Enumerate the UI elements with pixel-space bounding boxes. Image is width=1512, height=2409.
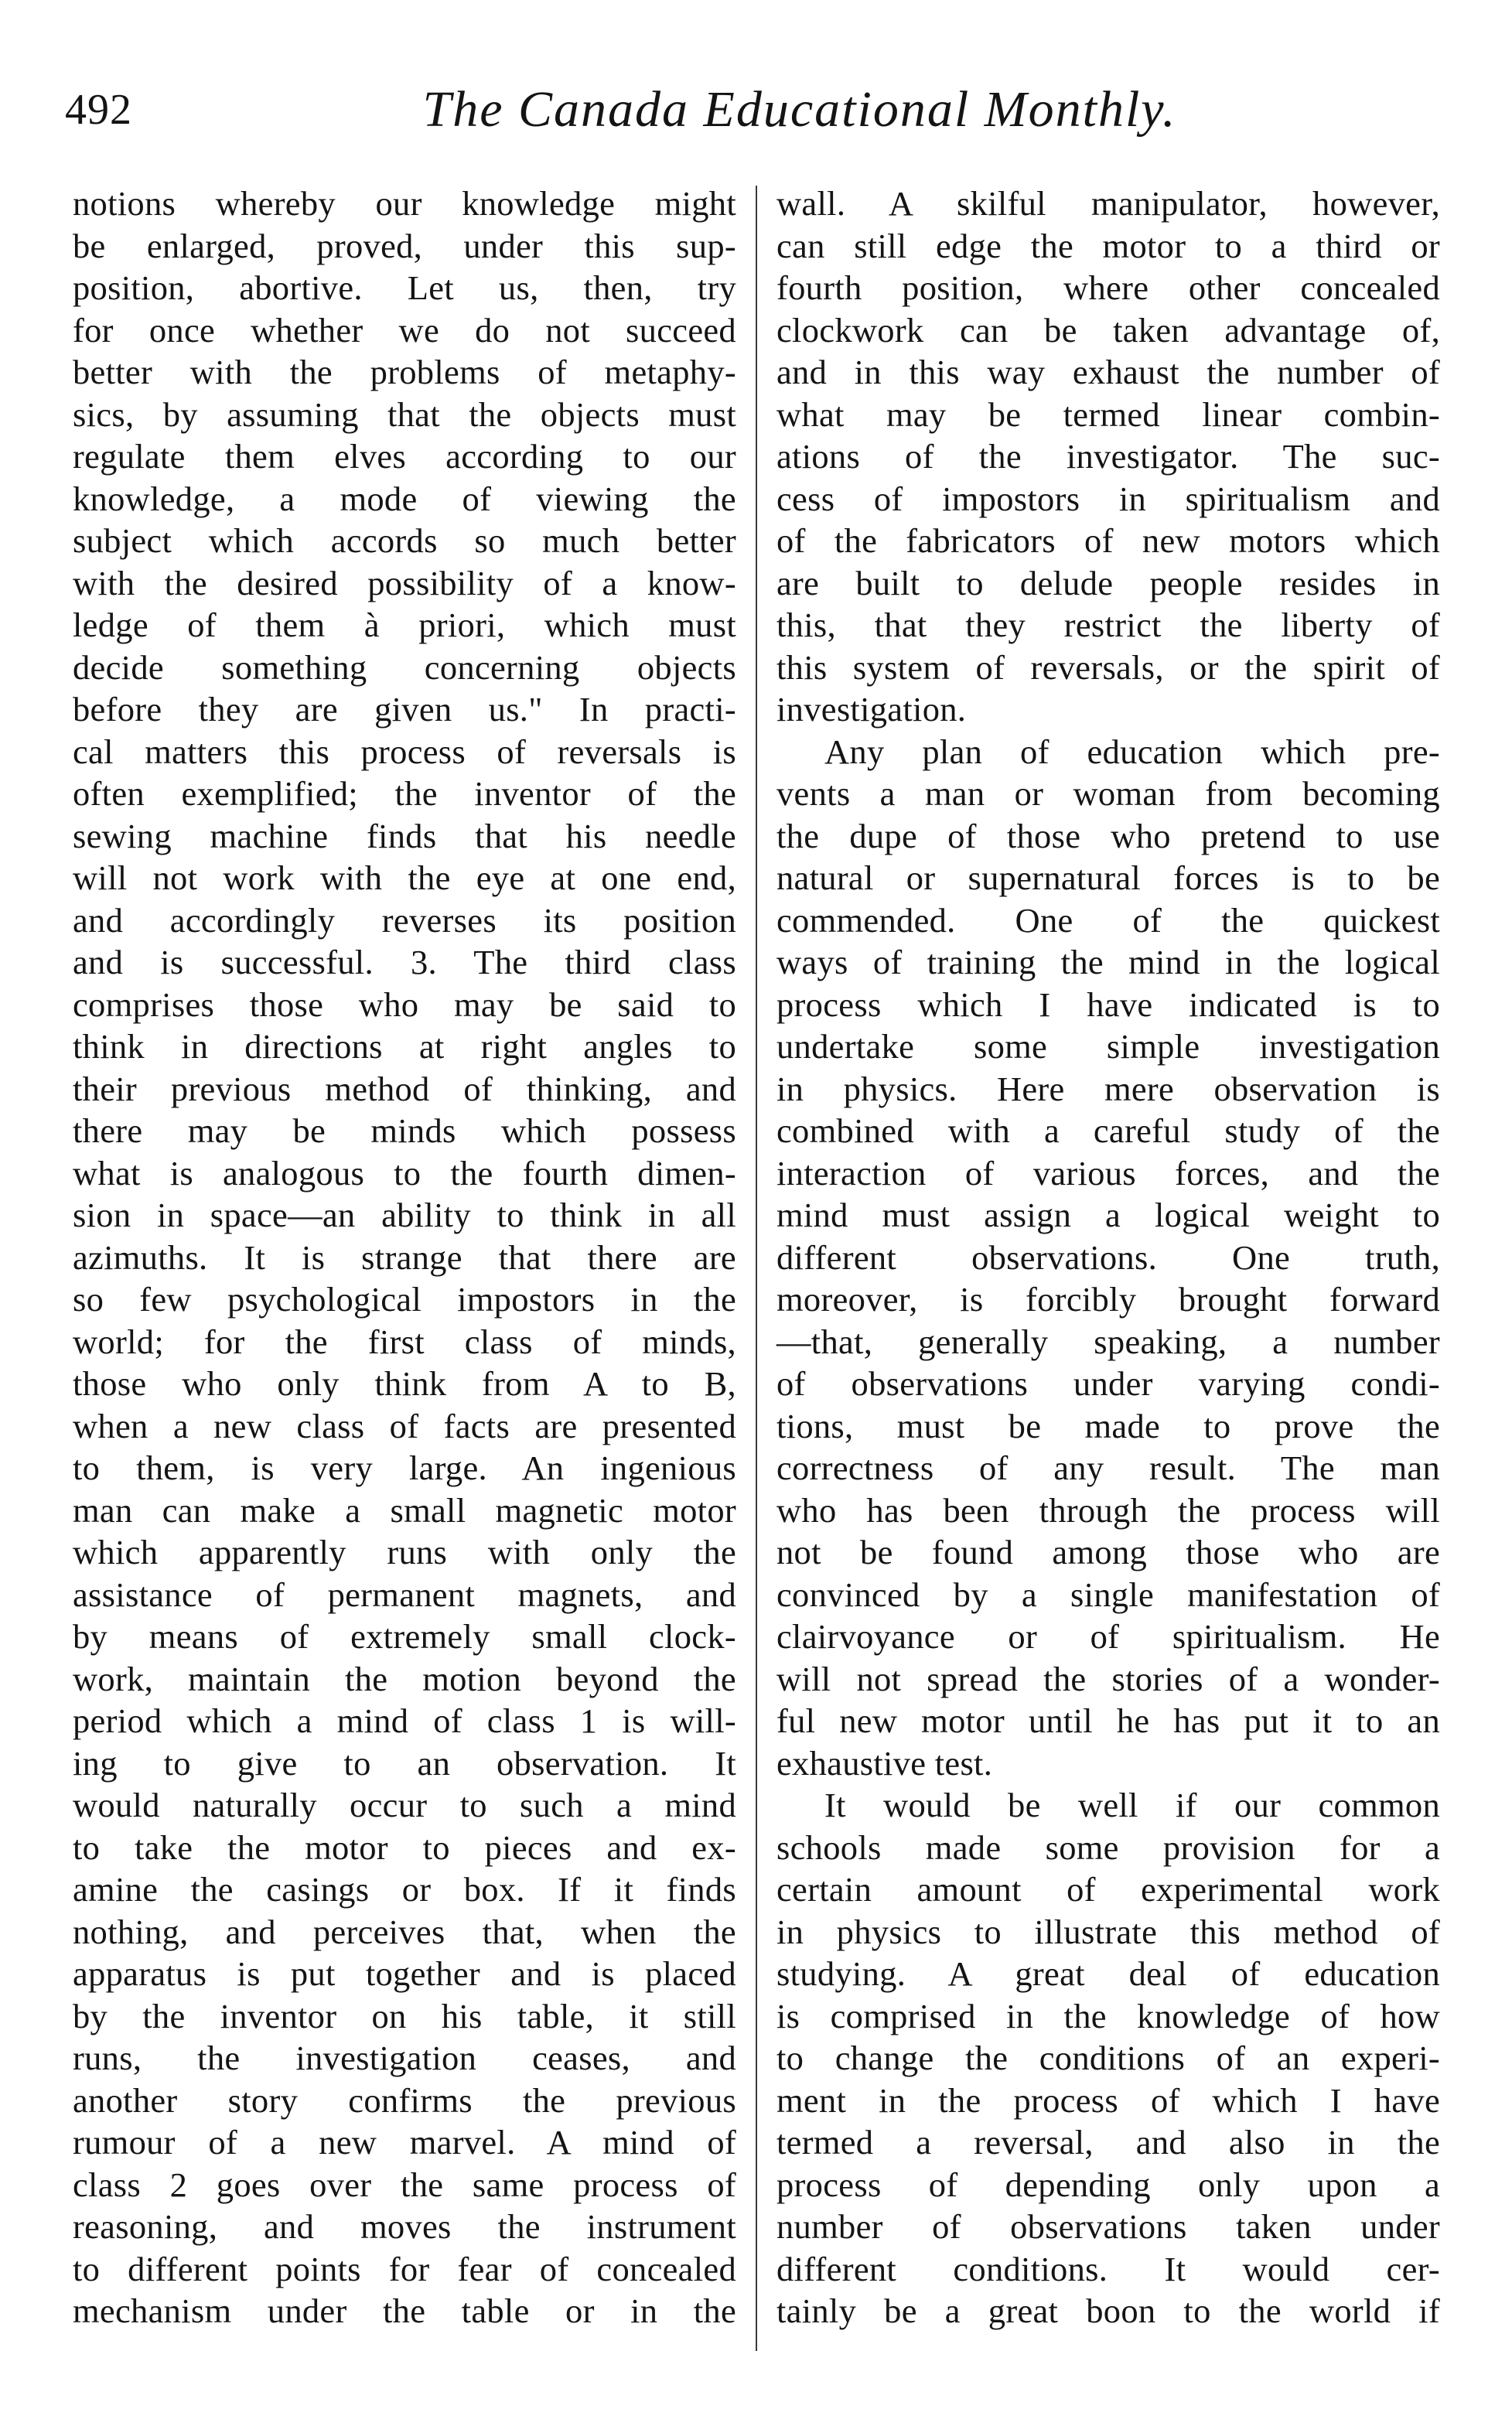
- text-line: undertake some simple investigation: [776, 1027, 1440, 1066]
- text-line: ful new motor until he has put it to an: [776, 1701, 1440, 1740]
- text-line: position, abortive. Let us, then, try: [73, 268, 736, 307]
- text-line: of the fabricators of new motors which: [776, 521, 1440, 560]
- text-line: moreover, is forcibly brought forward: [776, 1280, 1440, 1319]
- text-line: subject which accords so much better: [73, 521, 736, 560]
- text-line: which apparently runs with only the: [73, 1533, 736, 1571]
- text-line: what is analogous to the fourth dimen-: [73, 1153, 736, 1193]
- text-line: —that, generally speaking, a number: [776, 1322, 1440, 1361]
- text-line: runs, the investigation ceases, and: [73, 2039, 736, 2077]
- text-line: those who only think from A to B,: [73, 1364, 736, 1403]
- text-line: this system of reversals, or the spirit of: [776, 647, 1440, 687]
- text-line: for once whether we do not succeed: [73, 310, 736, 350]
- text-line: another story confirms the previous: [73, 2080, 736, 2120]
- text-line: sics, by assuming that the objects must: [73, 394, 736, 434]
- text-line: with the desired possibility of a know-: [73, 563, 736, 602]
- text-line: ledge of them à priori, which must: [73, 606, 736, 644]
- text-line: cal matters this process of reversals is: [73, 732, 736, 771]
- text-line: decide something concerning objects: [73, 647, 736, 687]
- text-line: regulate them elves according to our: [73, 437, 736, 476]
- text-line: mechanism under the table or in the: [73, 2291, 736, 2330]
- text-line: to take the motor to pieces and ex-: [73, 1827, 736, 1867]
- text-line: clockwork can be taken advantage of,: [776, 310, 1440, 350]
- text-line: nothing, and perceives that, when the: [73, 1912, 736, 1951]
- text-line: combined with a careful study of the: [776, 1111, 1440, 1150]
- text-line: knowledge, a mode of viewing the: [73, 479, 736, 518]
- text-line: who has been through the process will: [776, 1490, 1440, 1530]
- text-line: notions whereby our knowledge might: [73, 184, 736, 223]
- text-line: better with the problems of metaphy-: [73, 353, 736, 391]
- text-line: are built to delude people resides in: [776, 563, 1440, 602]
- text-line: schools made some provision for a: [776, 1827, 1440, 1867]
- text-line: would naturally occur to such a mind: [73, 1786, 736, 1824]
- text-line: different conditions. It would cer-: [776, 2249, 1440, 2288]
- text-line: not be found among those who are: [776, 1533, 1440, 1571]
- text-line: cess of impostors in spiritualism and: [776, 479, 1440, 518]
- text-line: there may be minds which possess: [73, 1111, 736, 1150]
- text-line: what may be termed linear combin-: [776, 394, 1440, 434]
- text-line: is comprised in the knowledge of how: [776, 1996, 1440, 2035]
- text-line: ment in the process of which I have: [776, 2080, 1440, 2120]
- page-number: 492: [65, 86, 132, 134]
- text-line: work, maintain the motion beyond the: [73, 1659, 736, 1698]
- text-line: sion in space—an ability to think in all: [73, 1196, 736, 1234]
- text-line: ing to give to an observation. It: [73, 1743, 736, 1783]
- text-line: exhaustive test.: [776, 1743, 993, 1783]
- text-line: to different points for fear of concealed: [73, 2249, 736, 2288]
- text-line: this, that they restrict the liberty of: [776, 606, 1440, 644]
- text-line: their previous method of thinking, and: [73, 1069, 736, 1108]
- text-line: investigation.: [776, 690, 967, 729]
- text-line: studying. A great deal of education: [776, 1954, 1440, 1993]
- text-line: to them, is very large. An ingenious: [73, 1448, 736, 1487]
- running-head: [65, 71, 1454, 148]
- text-line: natural or supernatural forces is to be: [776, 858, 1440, 897]
- text-line: termed a reversal, and also in the: [776, 2123, 1440, 2162]
- text-line: sewing machine finds that his needle: [73, 816, 736, 855]
- text-line: different observations. One truth,: [776, 1237, 1440, 1277]
- text-line: convinced by a single manifestation of: [776, 1575, 1440, 1614]
- text-line: certain amount of experimental work: [776, 1870, 1440, 1909]
- column-divider: [756, 186, 757, 2351]
- text-line: will not spread the stories of a wonder-: [776, 1659, 1440, 1698]
- text-line: and is successful. 3. The third class: [73, 943, 736, 981]
- text-line: number of observations taken under: [776, 2207, 1440, 2246]
- text-line: to change the conditions of an experi-: [776, 2039, 1440, 2077]
- text-line: amine the casings or box. If it finds: [73, 1870, 736, 1909]
- text-line: rumour of a new marvel. A mind of: [73, 2123, 736, 2162]
- text-line: clairvoyance or of spiritualism. He: [776, 1617, 1440, 1656]
- text-line: in physics to illustrate this method of: [776, 1912, 1440, 1951]
- text-line: and accordingly reverses its position: [73, 900, 736, 940]
- text-line: correctness of any result. The man: [776, 1448, 1440, 1487]
- text-line: process which I have indicated is to: [776, 984, 1440, 1024]
- text-line: of observations under varying condi-: [776, 1364, 1440, 1403]
- text-line: Any plan of education which pre-: [824, 732, 1440, 771]
- text-line: commended. One of the quickest: [776, 900, 1440, 940]
- text-line: azimuths. It is strange that there are: [73, 1237, 736, 1277]
- text-line: tions, must be made to prove the: [776, 1406, 1440, 1445]
- text-line: before they are given us." In practi-: [73, 690, 736, 729]
- text-line: world; for the first class of minds,: [73, 1322, 736, 1361]
- text-line: process of depending only upon a: [776, 2165, 1440, 2204]
- text-line: tainly be a great boon to the world if: [776, 2291, 1440, 2330]
- text-line: and in this way exhaust the number of: [776, 353, 1440, 391]
- journal-title: The Canada Educational Monthly.: [422, 81, 1177, 138]
- text-line: class 2 goes over the same process of: [73, 2165, 736, 2204]
- text-line: when a new class of facts are presented: [73, 1406, 736, 1445]
- text-line: ways of training the mind in the logical: [776, 943, 1440, 981]
- text-line: can still edge the motor to a third or: [776, 226, 1440, 265]
- text-line: often exemplified; the inventor of the: [73, 774, 736, 813]
- text-line: man can make a small magnetic motor: [73, 1490, 736, 1530]
- text-line: will not work with the eye at one end,: [73, 858, 736, 897]
- text-line: reasoning, and moves the instrument: [73, 2207, 736, 2246]
- text-line: so few psychological impostors in the: [73, 1280, 736, 1319]
- text-line: assistance of permanent magnets, and: [73, 1575, 736, 1614]
- text-line: wall. A skilful manipulator, however,: [776, 184, 1440, 223]
- text-line: fourth position, where other concealed: [776, 268, 1440, 307]
- text-line: interaction of various forces, and the: [776, 1153, 1440, 1193]
- text-line: by means of extremely small clock-: [73, 1617, 736, 1656]
- text-line: ations of the investigator. The suc-: [776, 437, 1440, 476]
- right-text-column: [776, 183, 1440, 2332]
- text-line: comprises those who may be said to: [73, 984, 736, 1024]
- text-line: in physics. Here mere observation is: [776, 1069, 1440, 1108]
- text-line: period which a mind of class 1 is will-: [73, 1701, 736, 1740]
- left-text-column: [73, 183, 736, 2332]
- text-line: vents a man or woman from becoming: [776, 774, 1440, 813]
- text-line: mind must assign a logical weight to: [776, 1196, 1440, 1234]
- text-line: by the inventor on his table, it still: [73, 1996, 736, 2035]
- text-line: apparatus is put together and is placed: [73, 1954, 736, 1993]
- text-line: be enlarged, proved, under this sup-: [73, 226, 736, 265]
- text-line: It would be well if our common: [824, 1786, 1440, 1824]
- text-line: think in directions at right angles to: [73, 1027, 736, 1066]
- text-line: the dupe of those who pretend to use: [776, 816, 1440, 855]
